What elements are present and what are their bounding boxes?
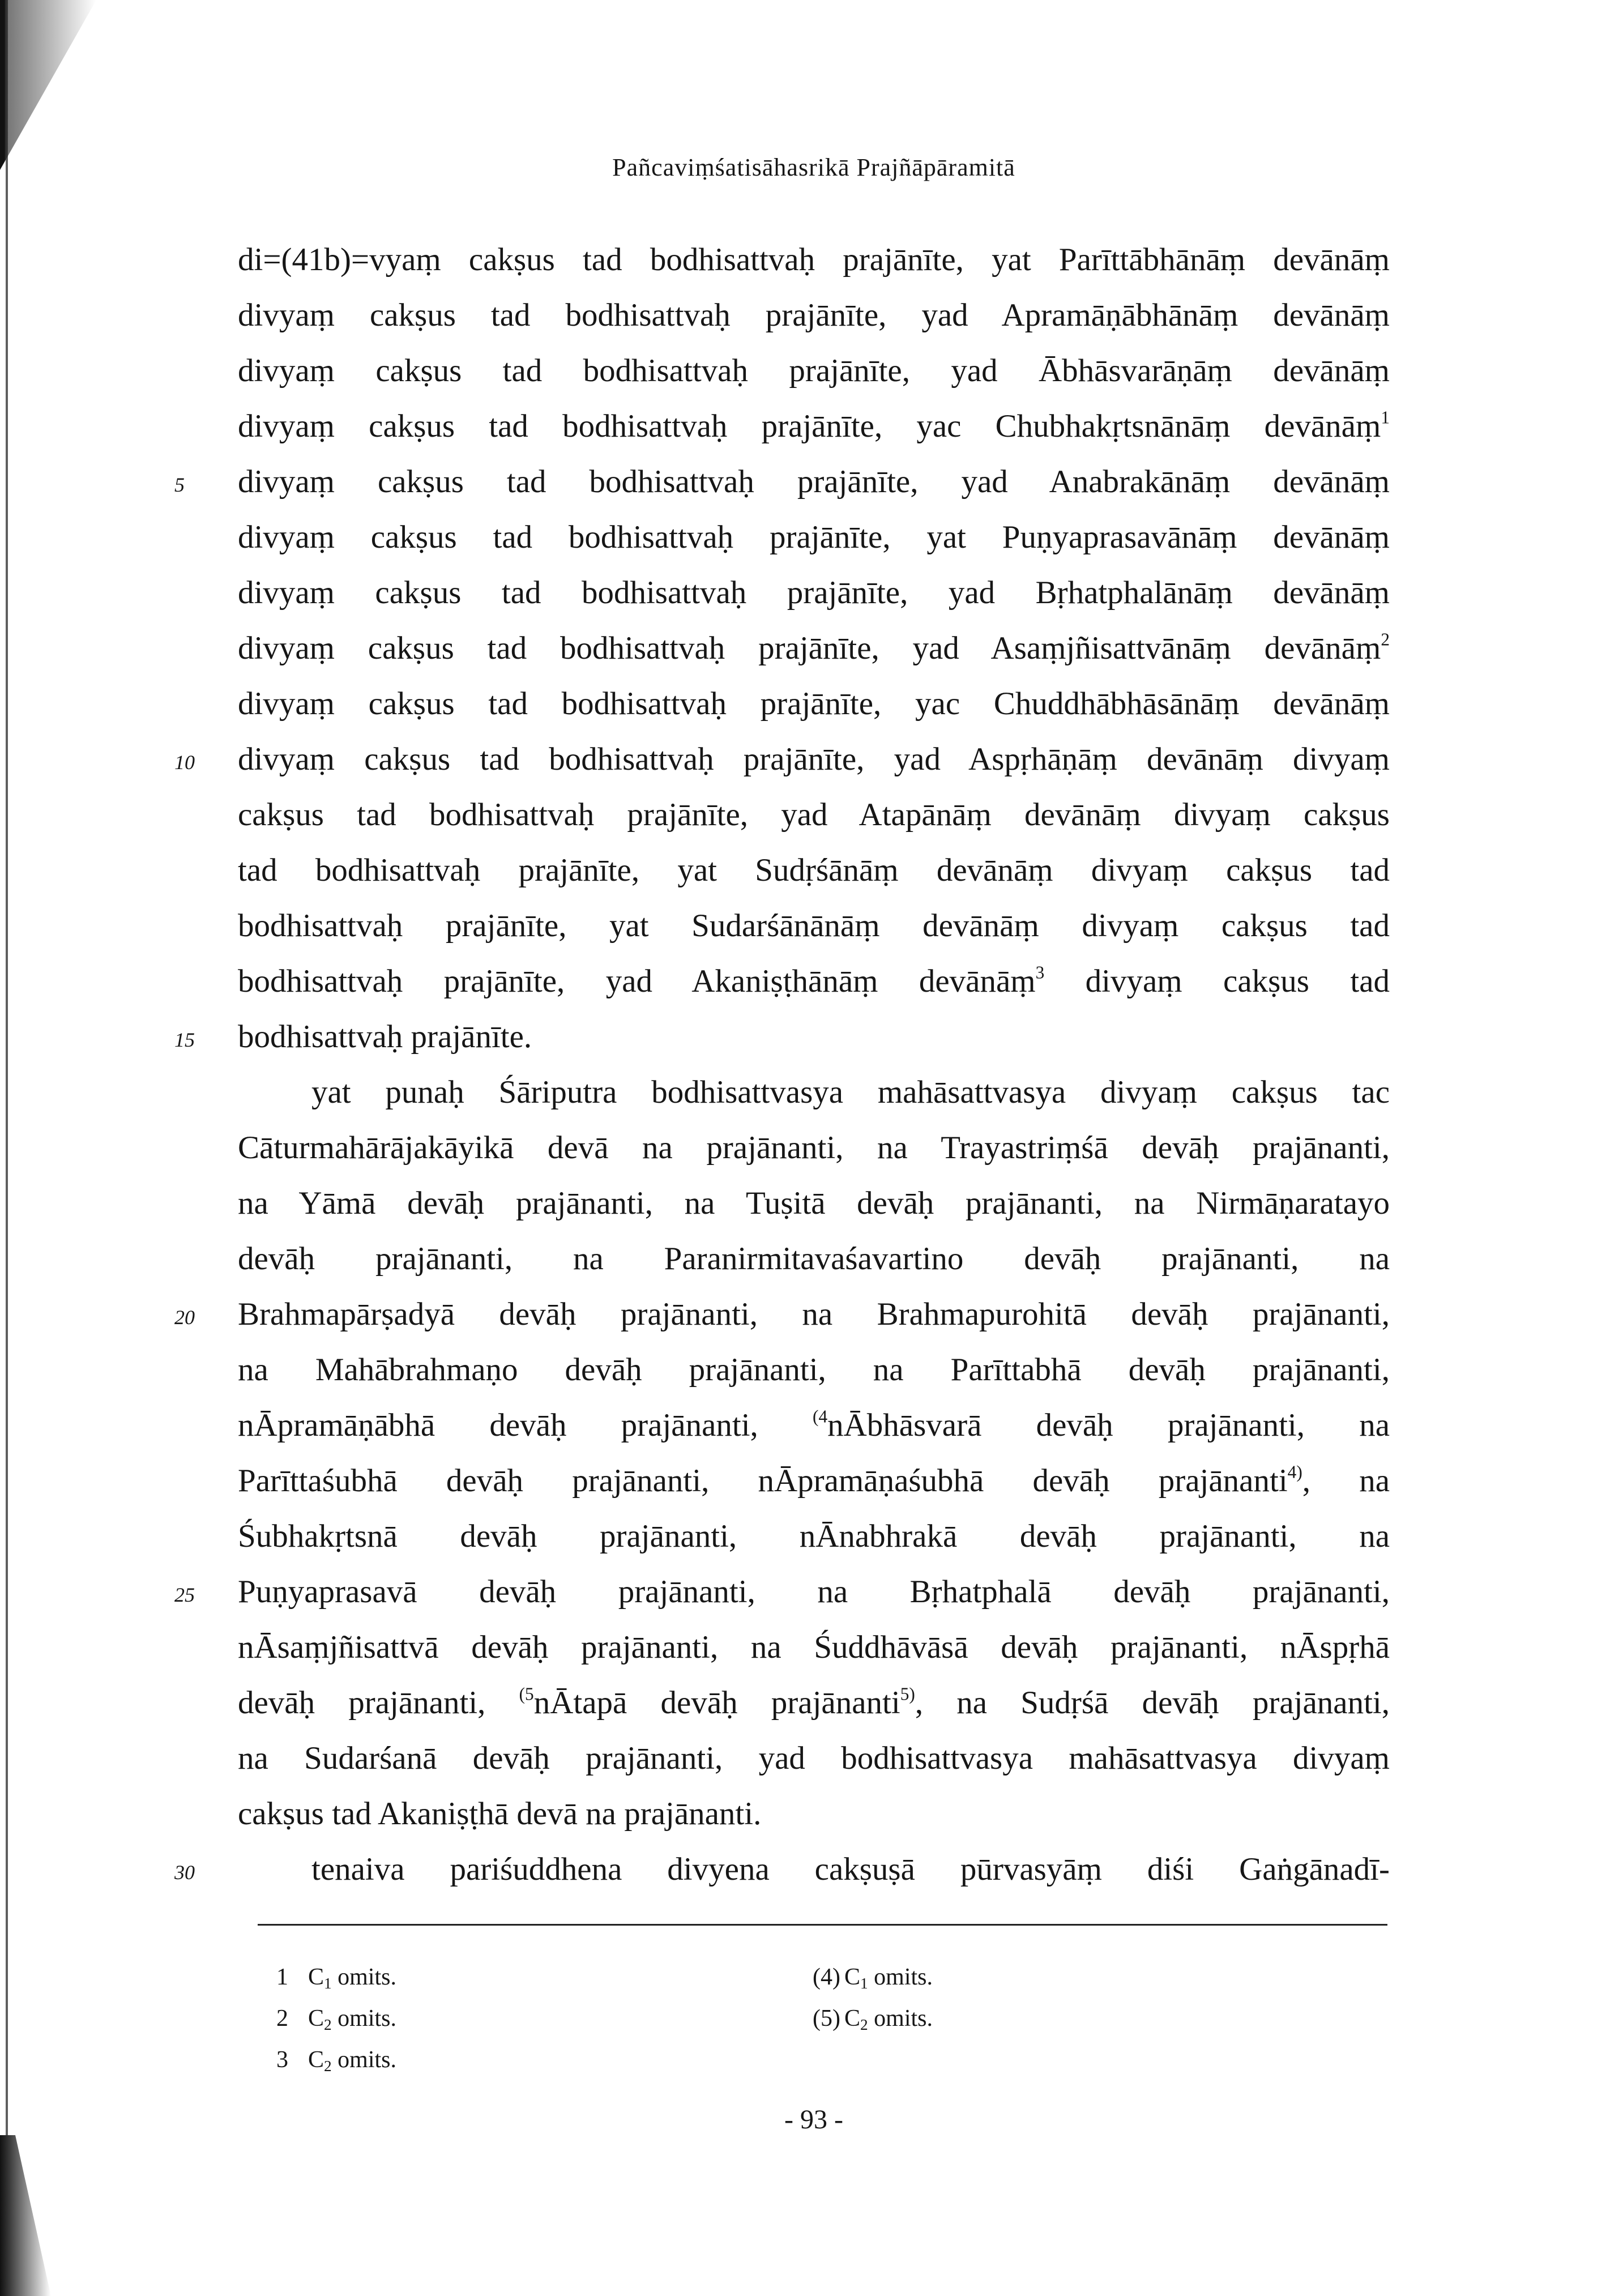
footnote (813, 1998, 933, 2039)
text-line (238, 399, 1390, 454)
text-line (174, 732, 1390, 787)
text-line (238, 1398, 1390, 1453)
text-line (238, 1231, 1390, 1287)
text-line (238, 1675, 1390, 1731)
line-text: cakṣus tad bodhisattvaḥ prajānīte, yad Atapānāṃ devānāṃ divyaṃ cakṣus (238, 797, 1390, 833)
line-text: tenaiva pariśuddhena divyena cakṣuṣā pūrvasyāṃ diśi Gaṅgānadī- (311, 1851, 1390, 1887)
footnote-marker: (5 (519, 1684, 534, 1704)
footnote-siglum: C (308, 2047, 324, 2073)
line-text: Śubhakṛtsnā devāḥ prajānanti, nĀnabhrakā devāḥ prajānanti, na (238, 1518, 1390, 1554)
text-line (238, 676, 1390, 732)
line-number: 25 (174, 1584, 195, 1606)
text-line (238, 1120, 1390, 1176)
line-text: tad bodhisattvaḥ prajānīte, yat Sudṛśānāṃ devānāṃ divyaṃ cakṣus tad (238, 852, 1390, 888)
text-line (238, 1786, 1390, 1842)
footnote-siglum-subscript: 1 (324, 1974, 332, 1992)
text-line (174, 1009, 1390, 1065)
footnote-siglum: C (308, 2005, 324, 2032)
line-number: 15 (174, 1028, 195, 1051)
line-text: na Mahābrahmaṇo devāḥ prajānanti, na Parīttabhā devāḥ prajānanti, (238, 1352, 1390, 1388)
text-line (238, 1731, 1390, 1786)
footnote-siglum: C (308, 1964, 324, 1990)
footnote-siglum: C (844, 1964, 861, 1990)
text-line (238, 343, 1390, 399)
line-text: divyaṃ cakṣus tad bodhisattvaḥ prajānīte, yat Puṇyaprasavānāṃ devānāṃ (238, 519, 1390, 555)
text-line (238, 1620, 1390, 1675)
running-head: Pañcaviṃśatisāhasrikā Prajñāpāramitā (612, 153, 1015, 181)
footnote (813, 1957, 933, 1998)
footnote-marker: 4) (1287, 1462, 1302, 1482)
text-line (238, 843, 1390, 898)
footnote-siglum-subscript: 2 (324, 2057, 332, 2075)
line-text: divyaṃ cakṣus tad bodhisattvaḥ prajānīte, yac Chuddhābhāsānāṃ devānāṃ (238, 686, 1390, 722)
text-line (238, 565, 1390, 621)
footnote-text: omits. (331, 1964, 397, 1990)
footnote-marker: 2 (1381, 629, 1390, 650)
line-text: divyaṃ cakṣus tad bodhisattvaḥ prajānīte, yad Bṛhatphalānāṃ devānāṃ (238, 575, 1390, 611)
text-line (238, 1176, 1390, 1231)
text-line (174, 1842, 1390, 1897)
line-text: cakṣus tad Akaniṣṭhā devā na prajānanti. (238, 1796, 762, 1832)
line-text-continued: , na (1302, 1463, 1390, 1499)
footnote-number: 1 (276, 1964, 288, 1990)
footnote-siglum: C (844, 2005, 861, 2032)
footnote-siglum-subscript: 1 (860, 1974, 868, 1992)
line-text: divyaṃ cakṣus tad bodhisattvaḥ prajānīte, yac Chubhakṛtsnānāṃ devānāṃ (238, 408, 1381, 444)
text-line (238, 510, 1390, 565)
line-number: 20 (174, 1306, 195, 1329)
footnote-marker: 5) (900, 1684, 915, 1704)
footnotes-right-column (813, 1957, 933, 2039)
line-text: divyaṃ cakṣus tad bodhisattvaḥ prajānīte, yad Anabrakānāṃ devānāṃ (238, 464, 1390, 500)
text-line (174, 454, 1390, 510)
line-text: bodhisattvaḥ prajānīte, yat Sudarśānānāṃ devānāṃ divyaṃ cakṣus tad (238, 908, 1390, 944)
footnote-siglum-subscript: 2 (324, 2016, 332, 2033)
line-text: divyaṃ cakṣus tad bodhisattvaḥ prajānīte, yad Asaṃjñisattvānāṃ devānāṃ (238, 630, 1381, 666)
footnote-text: omits. (868, 1964, 933, 1990)
line-number: 30 (174, 1861, 195, 1884)
footnote (276, 1957, 396, 1998)
line-text: divyaṃ cakṣus tad bodhisattvaḥ prajānīte, yad Aspṛhāṇāṃ devānāṃ divyaṃ (238, 741, 1390, 777)
footnote-rule (258, 1924, 1387, 1926)
line-text: devāḥ prajānanti, (238, 1685, 519, 1721)
main-text (174, 232, 1390, 1897)
footnote (276, 1998, 396, 2039)
text-line (238, 288, 1390, 343)
footnote-number: (4) (813, 1964, 840, 1990)
text-line (238, 621, 1390, 676)
scan-shadow-top (0, 0, 96, 170)
scan-shadow-bottom (0, 2135, 51, 2296)
line-number: 5 (174, 473, 185, 496)
line-text: bodhisattvaḥ prajānīte. (238, 1019, 532, 1055)
text-line (238, 954, 1390, 1009)
line-text: devāḥ prajānanti, na Paranirmitavaśavartino devāḥ prajānanti, na (238, 1241, 1390, 1277)
line-text: bodhisattvaḥ prajānīte, yad Akaniṣṭhānāṃ devānāṃ (238, 963, 1036, 999)
line-text: nĀsaṃjñisattvā devāḥ prajānanti, na Śuddhāvāsā devāḥ prajānanti, nĀspṛhā (238, 1629, 1390, 1665)
footnote-marker: (4 (813, 1406, 828, 1427)
footnote-text: omits. (331, 2047, 397, 2073)
text-line (238, 898, 1390, 954)
line-text-continued: , na Sudṛśā devāḥ prajānanti, (915, 1685, 1390, 1721)
line-text: na Yāmā devāḥ prajānanti, na Tuṣitā devāḥ prajānanti, na Nirmāṇaratayo (238, 1185, 1390, 1221)
footnote-marker: 3 (1035, 962, 1045, 983)
line-text: divyaṃ cakṣus tad bodhisattvaḥ prajānīte, yad Ābhāsvarāṇāṃ devānāṃ (238, 353, 1390, 389)
line-text: Parīttaśubhā devāḥ prajānanti, nĀpramāṇaśubhā devāḥ prajānanti (238, 1463, 1288, 1499)
text-line (238, 1342, 1390, 1398)
footnote-number: 3 (276, 2047, 288, 2073)
footnote (276, 2039, 396, 2081)
text-line (238, 1065, 1390, 1120)
line-text-continued: divyaṃ cakṣus tad (1044, 963, 1390, 999)
text-line (238, 1509, 1390, 1564)
line-text: yat punaḥ Śāriputra bodhisattvasya mahāsattvasya divyaṃ cakṣus tac (311, 1074, 1390, 1110)
text-line (238, 1453, 1390, 1509)
line-text: di=(41b)=vyaṃ cakṣus tad bodhisattvaḥ prajānīte, yat Parīttābhānāṃ devānāṃ (238, 242, 1390, 278)
text-line (174, 1287, 1390, 1342)
footnote-text: omits. (331, 2005, 397, 2032)
line-number: 10 (174, 751, 195, 774)
line-text: nĀpramāṇābhā devāḥ prajānanti, (238, 1407, 813, 1443)
scan-edge-line (6, 0, 8, 2296)
text-line (238, 232, 1390, 288)
page-number: - 93 - (784, 2105, 843, 2135)
line-text: na Sudarśanā devāḥ prajānanti, yad bodhisattvasya mahāsattvasya divyaṃ (238, 1740, 1390, 1776)
line-text-continued: nĀbhāsvarā devāḥ prajānanti, na (827, 1407, 1390, 1443)
line-text: Puṇyaprasavā devāḥ prajānanti, na Bṛhatphalā devāḥ prajānanti, (238, 1574, 1390, 1610)
footnote-text: omits. (868, 2005, 933, 2032)
line-text-continued: nĀtapā devāḥ prajānanti (533, 1685, 900, 1721)
footnote-marker: 1 (1381, 407, 1390, 428)
text-line (238, 787, 1390, 843)
line-text: divyaṃ cakṣus tad bodhisattvaḥ prajānīte, yad Apramāṇābhānāṃ devānāṃ (238, 297, 1390, 333)
footnotes-left-column (276, 1957, 396, 2081)
footnote-number: (5) (813, 2005, 840, 2032)
footnote-siglum-subscript: 2 (860, 2016, 868, 2033)
footnote-number: 2 (276, 2005, 288, 2032)
line-text: Brahmapārṣadyā devāḥ prajānanti, na Brahmapurohitā devāḥ prajānanti, (238, 1296, 1390, 1332)
text-line (174, 1564, 1390, 1620)
line-text: Cāturmahārājakāyikā devā na prajānanti, na Trayastriṃśā devāḥ prajānanti, (238, 1130, 1390, 1166)
